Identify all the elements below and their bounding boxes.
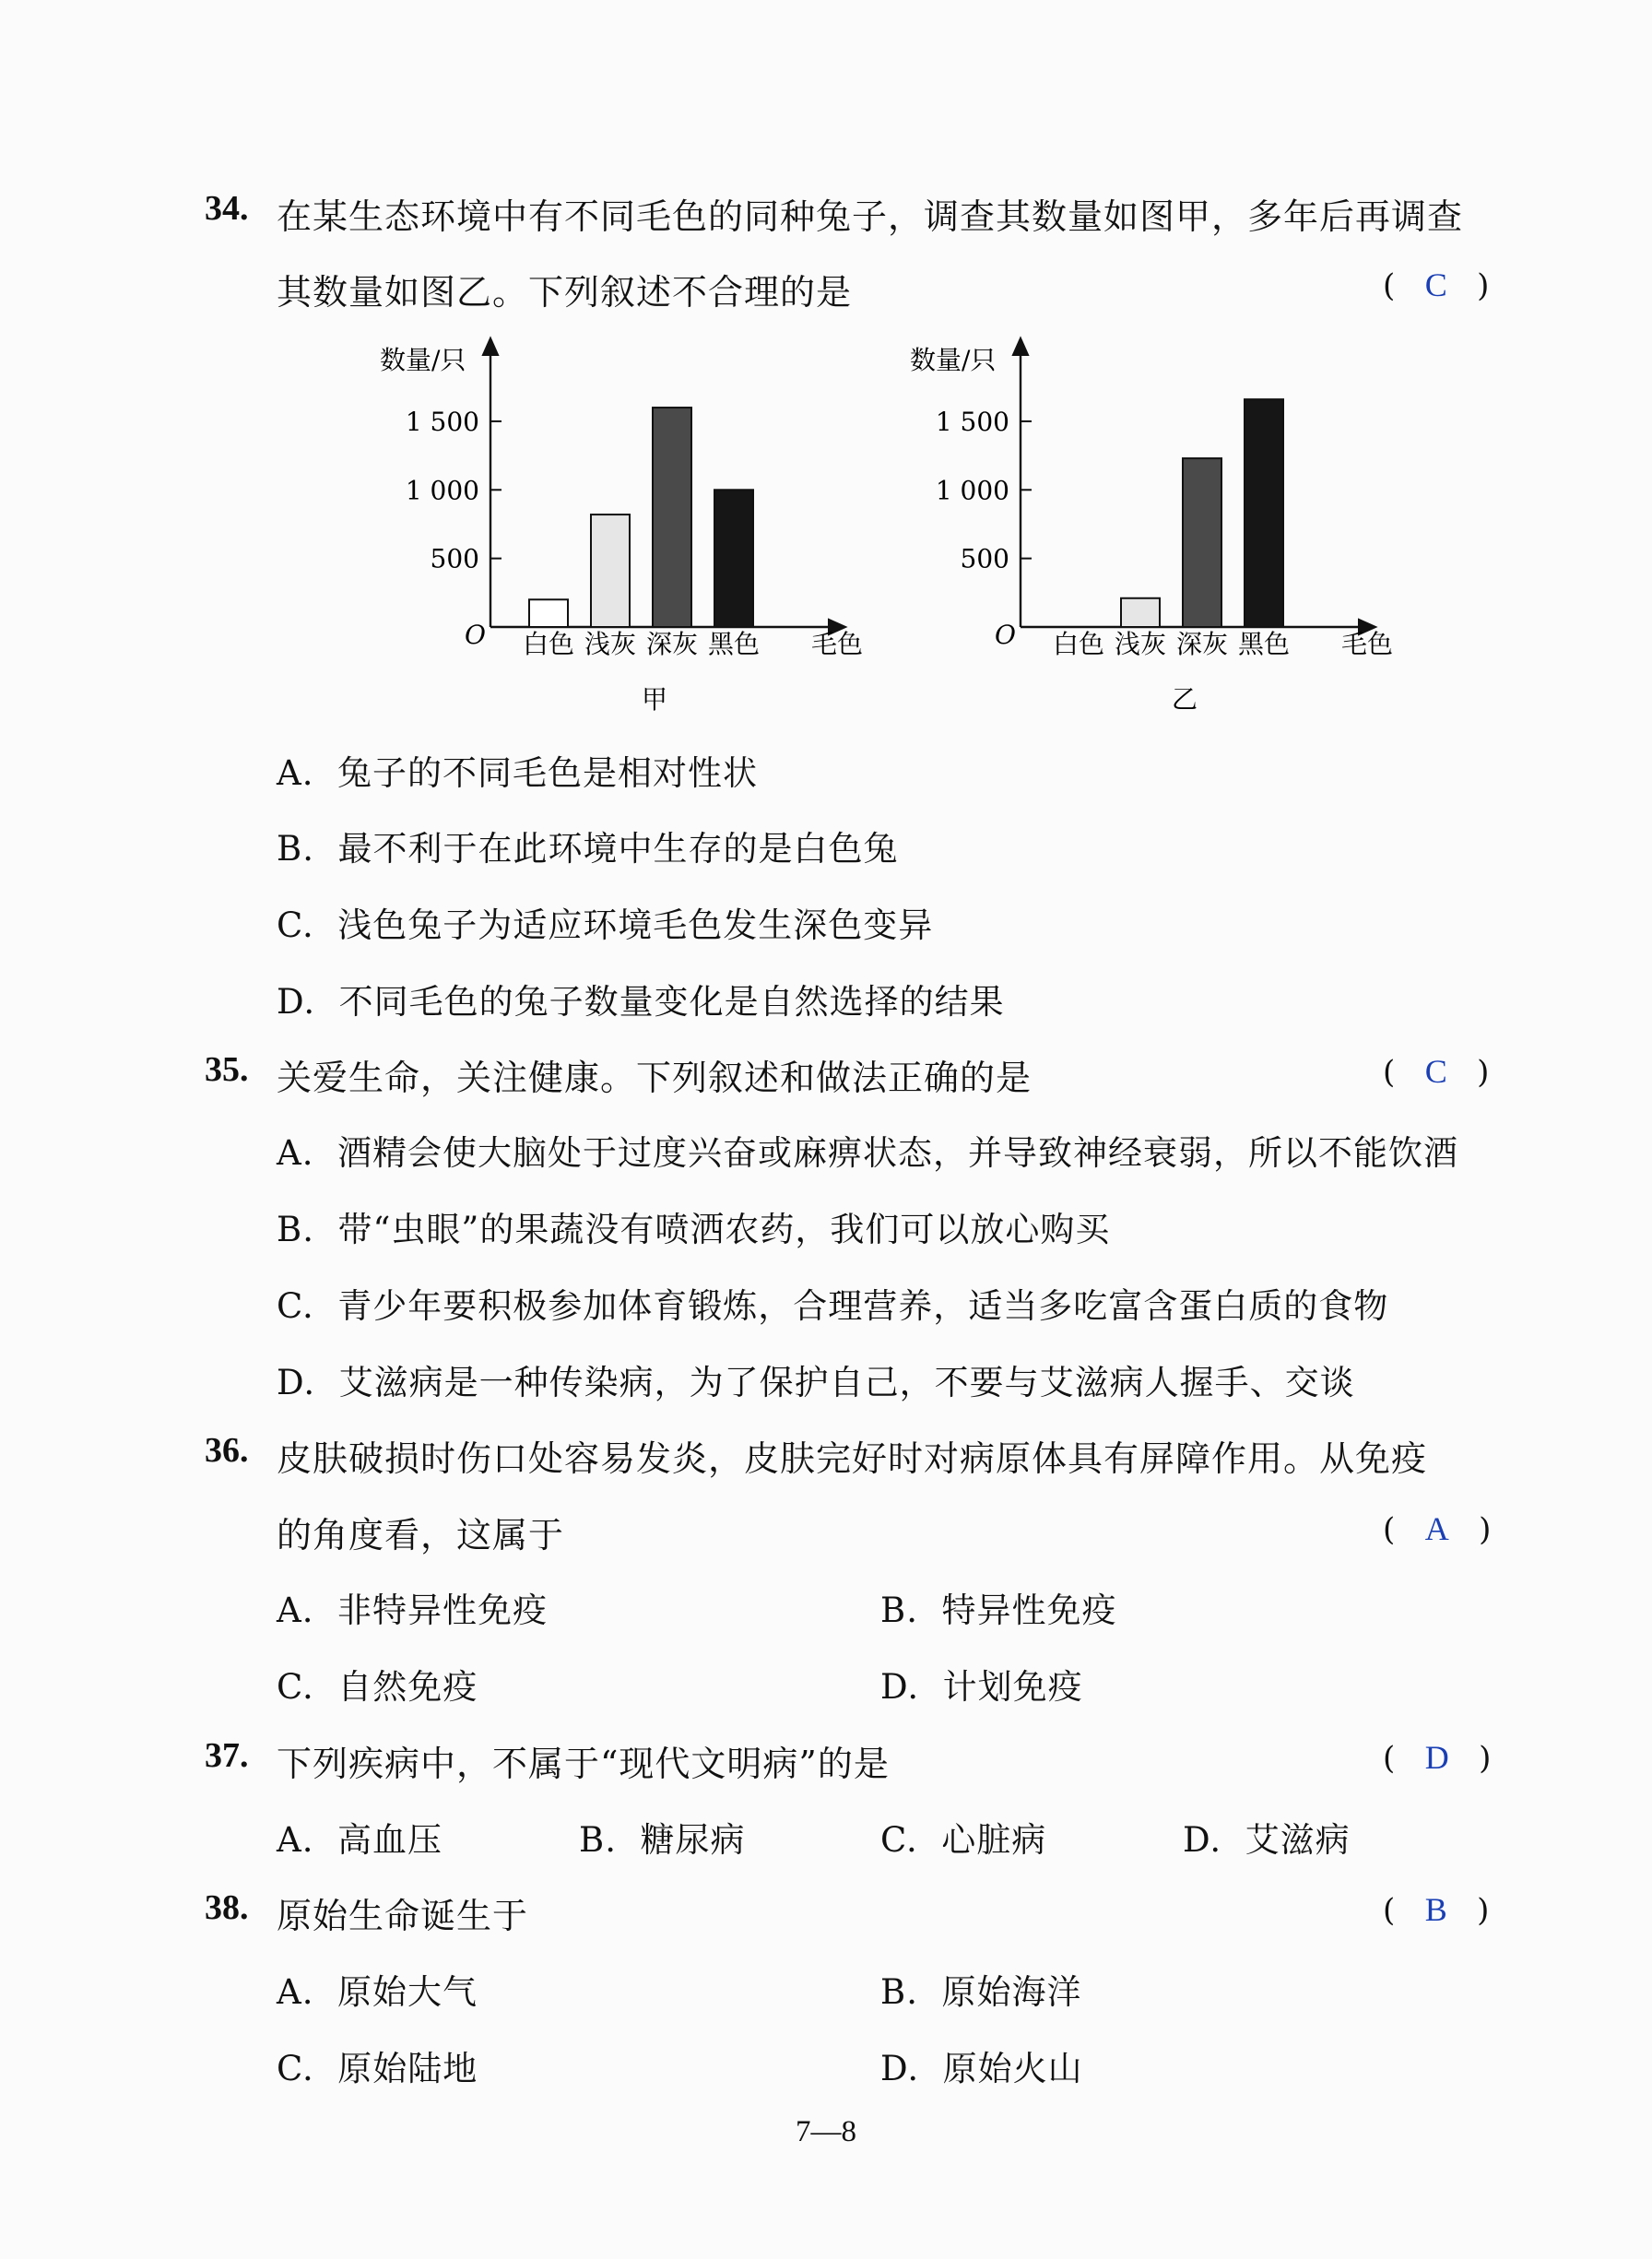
question-36-option-a (277, 1582, 548, 1632)
option-label: D. (880, 1667, 920, 1707)
chart-jia-origin: O (465, 620, 486, 650)
option-text: 原始海洋 (941, 1972, 1082, 2012)
question-36-stem-line-2: 的角度看，这属于 (277, 1515, 565, 1555)
chart-jia (350, 332, 867, 719)
question-38-option-b (880, 1964, 1081, 2014)
option-text: 酒精会使大脑处于过度兴奋或麻痹状态，并导致神经衰弱，所以不能饮酒 (337, 1133, 1459, 1173)
option-text: 计划免疫 (942, 1667, 1083, 1707)
question-34-option-a (277, 745, 758, 795)
option-label: C. (277, 2049, 314, 2088)
chart-jia-bar-3 (653, 408, 691, 627)
question-38-option-d (880, 2040, 1083, 2090)
question-36-option-c (277, 1659, 478, 1709)
chart-jia-category-label: 深灰 (645, 629, 699, 659)
chart-jia-ytick-label-1500: 1 500 (405, 406, 479, 437)
option-label: A. (277, 1591, 314, 1630)
option-label: B. (277, 1210, 314, 1249)
chart-yi-ytick-label-500: 500 (960, 543, 1009, 574)
option-label: B. (579, 1820, 617, 1860)
option-label: D. (1183, 1820, 1222, 1860)
chart-yi-category-label: 白色 (1052, 629, 1105, 659)
chart-jia-category-label: 浅灰 (584, 629, 637, 659)
option-label: C. (277, 905, 314, 945)
question-34-option-d (277, 974, 1005, 1023)
option-label: D. (880, 2049, 920, 2088)
option-text: 原始陆地 (337, 2049, 478, 2088)
option-text: 心脏病 (941, 1820, 1047, 1860)
option-label: A. (277, 1133, 314, 1173)
option-text: 青少年要积极参加体育锻炼，合理营养，适当多吃富含蛋白质的食物 (337, 1286, 1389, 1326)
chart-yi-category-label: 黑色 (1237, 629, 1291, 659)
option-label: B. (880, 1591, 918, 1630)
chart-jia-title: 甲 (641, 684, 668, 715)
option-label: C. (880, 1820, 918, 1860)
question-36-stem-line-1: 皮肤破损时伤口处容易发炎，皮肤完好时对病原体具有屏障作用。从免疫 (277, 1438, 1428, 1479)
option-text: 艾滋病是一种传染病，为了保护自己，不要与艾滋病人握手、交谈 (338, 1363, 1355, 1402)
chart-jia-bar-4 (714, 490, 753, 627)
question-35-option-a (277, 1125, 1458, 1175)
question-38-answer-bracket: ( B ) (1383, 1891, 1490, 1929)
option-label: A. (277, 1820, 314, 1860)
option-label: D. (277, 1363, 316, 1402)
question-36-option-d (880, 1659, 1083, 1709)
question-37-option-c (880, 1812, 1046, 1862)
chart-yi-bar-4 (1245, 399, 1283, 627)
page-number: 7—8 (796, 2115, 856, 2148)
question-35-stem: 关爱生命，关注健康。下列叙述和做法正确的是 (277, 1058, 1032, 1098)
option-text: 浅色兔子为适应环境毛色发生深色变异 (337, 905, 934, 945)
question-35-option-c (277, 1278, 1388, 1328)
chart-yi-ytick-label-1500: 1 500 (935, 406, 1009, 437)
question-37-number: 37. (205, 1736, 249, 1775)
question-34-stem-line-2: 其数量如图乙。下列叙述不合理的是 (277, 272, 853, 313)
question-37-option-a (277, 1812, 442, 1862)
chart-jia-ytick-label-500: 500 (430, 543, 479, 574)
chart-jia-ylabel: 数量/只 (380, 345, 466, 375)
option-text: 糖尿病 (640, 1820, 746, 1860)
chart-jia-category-label: 白色 (522, 629, 575, 659)
question-38-stem: 原始生命诞生于 (277, 1896, 529, 1936)
option-text: 特异性免疫 (941, 1591, 1117, 1630)
question-35-number: 35. (205, 1050, 249, 1089)
question-34-option-b (277, 821, 898, 870)
chart-yi (880, 332, 1397, 719)
question-34-option-c (277, 897, 933, 947)
chart-jia-category-label: 黑色 (707, 629, 761, 659)
chart-yi-origin: O (995, 620, 1016, 650)
question-37-option-b (579, 1812, 745, 1862)
option-text: 最不利于在此环境中生存的是白色兔 (337, 829, 899, 869)
question-37-answer-bracket: ( D ) (1383, 1739, 1492, 1777)
chart-yi-category-label: 深灰 (1175, 629, 1229, 659)
question-34-answer-bracket: ( C ) (1383, 266, 1490, 304)
option-text: 非特异性免疫 (337, 1591, 549, 1630)
question-35-answer-bracket: ( C ) (1383, 1053, 1490, 1091)
option-label: B. (277, 829, 314, 869)
option-label: D. (277, 982, 316, 1022)
question-34-answer: C (1424, 266, 1447, 303)
question-37-answer: D (1424, 1739, 1449, 1776)
chart-jia-bar-1 (529, 599, 568, 627)
question-37-option-d (1183, 1812, 1351, 1862)
chart-jia-xlabel: 毛色 (811, 629, 864, 659)
question-34-number: 34. (205, 189, 249, 228)
chart-yi-bar-2 (1121, 598, 1160, 627)
question-36-answer-bracket: ( A ) (1383, 1510, 1492, 1548)
question-38-option-c (277, 2040, 478, 2090)
chart-yi-bar-3 (1183, 458, 1221, 627)
chart-yi-title: 乙 (1171, 684, 1198, 715)
question-35-answer: C (1424, 1053, 1447, 1090)
question-36-option-b (880, 1582, 1116, 1632)
chart-yi-ylabel: 数量/只 (910, 345, 997, 375)
chart-jia-bar-2 (591, 514, 630, 627)
chart-yi-ytick-label-1000: 1 000 (935, 475, 1009, 506)
question-38-number: 38. (205, 1888, 249, 1927)
question-35-option-b (277, 1201, 1110, 1251)
chart-yi-category-label: 浅灰 (1114, 629, 1167, 659)
option-label: C. (277, 1667, 314, 1707)
option-text: 兔子的不同毛色是相对性状 (337, 753, 759, 793)
option-label: A. (277, 1972, 314, 2012)
chart-jia-ytick-label-1000: 1 000 (405, 475, 479, 506)
option-text: 艾滋病 (1245, 1820, 1351, 1860)
option-text: 原始大气 (337, 1972, 478, 2012)
question-36-number: 36. (205, 1431, 249, 1470)
option-text: 高血压 (337, 1820, 443, 1860)
question-34-stem-line-1: 在某生态环境中有不同毛色的同种兔子，调查其数量如图甲，多年后再调查 (277, 196, 1464, 237)
option-text: 不同毛色的兔子数量变化是自然选择的结果 (338, 982, 1005, 1022)
question-38-option-a (277, 1964, 478, 2014)
option-label: A. (277, 753, 314, 793)
question-38-answer: B (1424, 1891, 1447, 1928)
question-36-answer: A (1424, 1510, 1449, 1547)
question-37-stem: 下列疾病中，不属于“现代文明病”的是 (277, 1744, 890, 1784)
chart-yi-xlabel: 毛色 (1341, 629, 1394, 659)
option-text: 原始火山 (942, 2049, 1083, 2088)
option-text: 带“虫眼”的果蔬没有喷洒农药，我们可以放心购买 (337, 1210, 1111, 1249)
option-label: B. (880, 1972, 918, 2012)
option-label: C. (277, 1286, 314, 1326)
option-text: 自然免疫 (337, 1667, 478, 1707)
question-35-option-d (277, 1354, 1355, 1404)
